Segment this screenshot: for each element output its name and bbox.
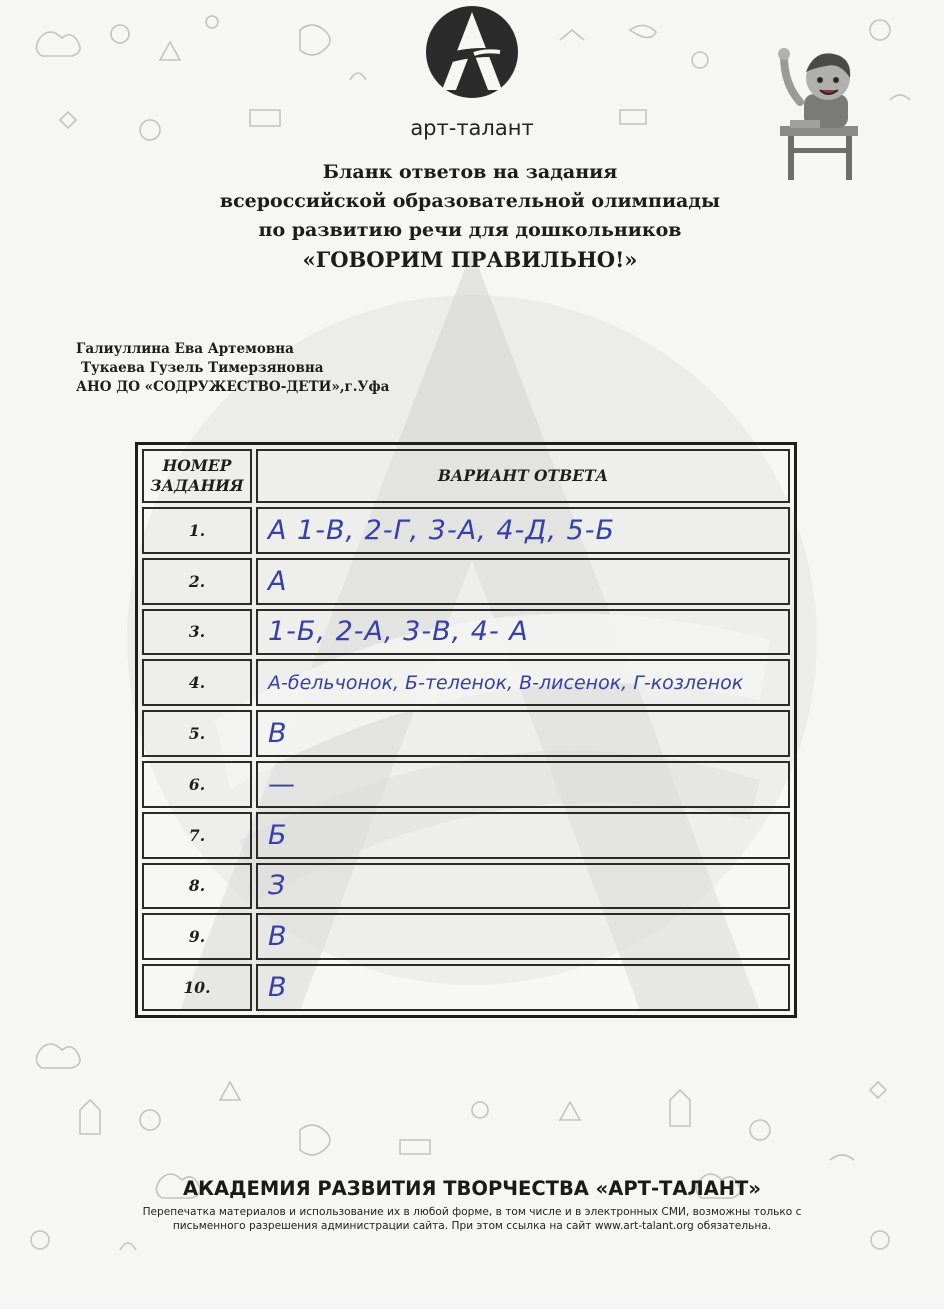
table-header-row — [142, 449, 790, 503]
task-number: 1. — [142, 507, 252, 554]
answer-cell[interactable]: А-бельчонок, Б-теленок, В-лисенок, Г-козленок — [256, 659, 790, 706]
task-number: 6. — [142, 761, 252, 808]
organization-name: АНО ДО «СОДРУЖЕСТВО-ДЕТИ»,г.Уфа — [76, 379, 390, 395]
table-row — [142, 761, 790, 808]
answer-cell[interactable]: В — [256, 964, 790, 1011]
table-row — [142, 913, 790, 960]
task-number: 4. — [142, 659, 252, 706]
table-row — [142, 812, 790, 859]
answer-cell[interactable]: — — [256, 761, 790, 808]
footer-academy-name: АКАДЕМИЯ РАЗВИТИЯ ТВОРЧЕСТВА «АРТ-ТАЛАНТ» — [183, 1177, 761, 1200]
task-number: 2. — [142, 558, 252, 605]
answer-cell[interactable]: З — [256, 863, 790, 910]
table-row — [142, 659, 790, 706]
title-line-3: по развитию речи для дошкольников — [258, 219, 682, 241]
header-task-number — [142, 449, 252, 503]
task-number: 7. — [142, 812, 252, 859]
teacher-name: Тукаева Гузель Тимерзяновна — [81, 360, 324, 376]
table-row — [142, 609, 790, 656]
header-task-number-line-2: ЗАДАНИЯ — [150, 476, 244, 495]
table-row — [142, 964, 790, 1011]
table-row — [142, 863, 790, 910]
table-row — [142, 558, 790, 605]
answer-cell[interactable]: А — [256, 558, 790, 605]
footer-notice-line-1: Перепечатка материалов и использование их в любой форме, в том числе и в электронных СМИ, возможны только с — [142, 1206, 802, 1218]
title-line-1: Бланк ответов на задания — [322, 161, 618, 183]
answer-cell[interactable]: В — [256, 913, 790, 960]
task-number: 3. — [142, 609, 252, 656]
task-number: 8. — [142, 863, 252, 910]
table-row — [142, 507, 790, 554]
table-row — [142, 710, 790, 757]
form-title — [150, 158, 790, 274]
task-number: 10. — [142, 964, 252, 1011]
header-answer-variant: ВАРИАНТ ОТВЕТА — [256, 449, 790, 503]
authors-block — [76, 340, 389, 397]
participant-name: Галиуллина Ева Артемовна — [76, 341, 294, 357]
task-number: 9. — [142, 913, 252, 960]
task-number: 5. — [142, 710, 252, 757]
answer-cell[interactable]: А 1-В, 2-Г, 3-А, 4-Д, 5-Б — [256, 507, 790, 554]
answer-cell[interactable]: 1-Б, 2-А, 3-В, 4- А — [256, 609, 790, 656]
brand-name: арт-талант — [410, 116, 534, 140]
title-line-4: «ГОВОРИМ ПРАВИЛЬНО!» — [302, 247, 638, 272]
answer-cell[interactable]: Б — [256, 812, 790, 859]
answer-table — [135, 442, 797, 1018]
footer-copyright-notice — [100, 1205, 844, 1233]
answer-cell[interactable]: В — [256, 710, 790, 757]
footer-notice-line-2: письменного разрешения администрации сайта. При этом ссылка на сайт www.art-talant.org обязательна. — [172, 1220, 772, 1232]
header-task-number-line-1: НОМЕР — [162, 456, 232, 475]
art-talant-logo — [424, 4, 520, 100]
title-line-2: всероссийской образовательной олимпиады — [219, 190, 721, 212]
